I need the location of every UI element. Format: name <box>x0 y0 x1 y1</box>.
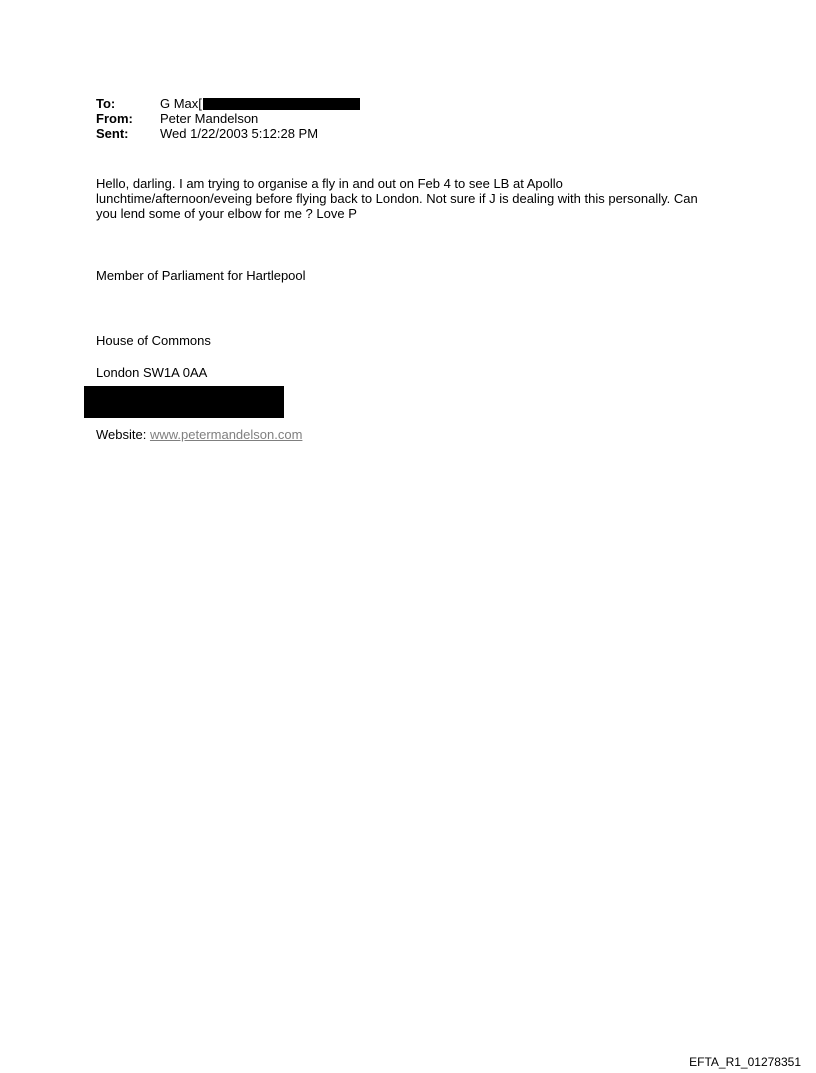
sent-row <box>96 126 360 141</box>
signature-website-line <box>96 427 302 442</box>
to-row <box>96 96 360 111</box>
signature-address-line2: London SW1A 0AA <box>96 365 208 380</box>
email-body: Hello, darling. I am trying to organise a fly in and out on Feb 4 to see LB at Apollo lunchtime/afternoon/eveing before flying back to London. Not sure if J is dealing with this personally. Can you lend some of your elbow for me ? Love P <box>96 176 698 221</box>
to-label: To: <box>96 96 116 111</box>
signature-address-line1: House of Commons <box>96 333 211 348</box>
document-id: EFTA_R1_01278351 <box>689 1055 801 1069</box>
redacted-email-block <box>203 98 360 110</box>
email-header <box>96 96 360 141</box>
to-value: G Max[ <box>160 96 202 111</box>
from-label: From: <box>96 111 133 126</box>
sent-value: Wed 1/22/2003 5:12:28 PM <box>160 126 319 141</box>
from-row <box>96 111 360 126</box>
website-link[interactable]: www.petermandelson.com <box>149 427 303 442</box>
signature-title: Member of Parliament for Hartlepool <box>96 268 306 283</box>
sent-label: Sent: <box>96 126 129 141</box>
redacted-contact-block <box>84 386 284 418</box>
from-value: Peter Mandelson <box>160 111 259 126</box>
website-label: Website: <box>96 427 150 442</box>
